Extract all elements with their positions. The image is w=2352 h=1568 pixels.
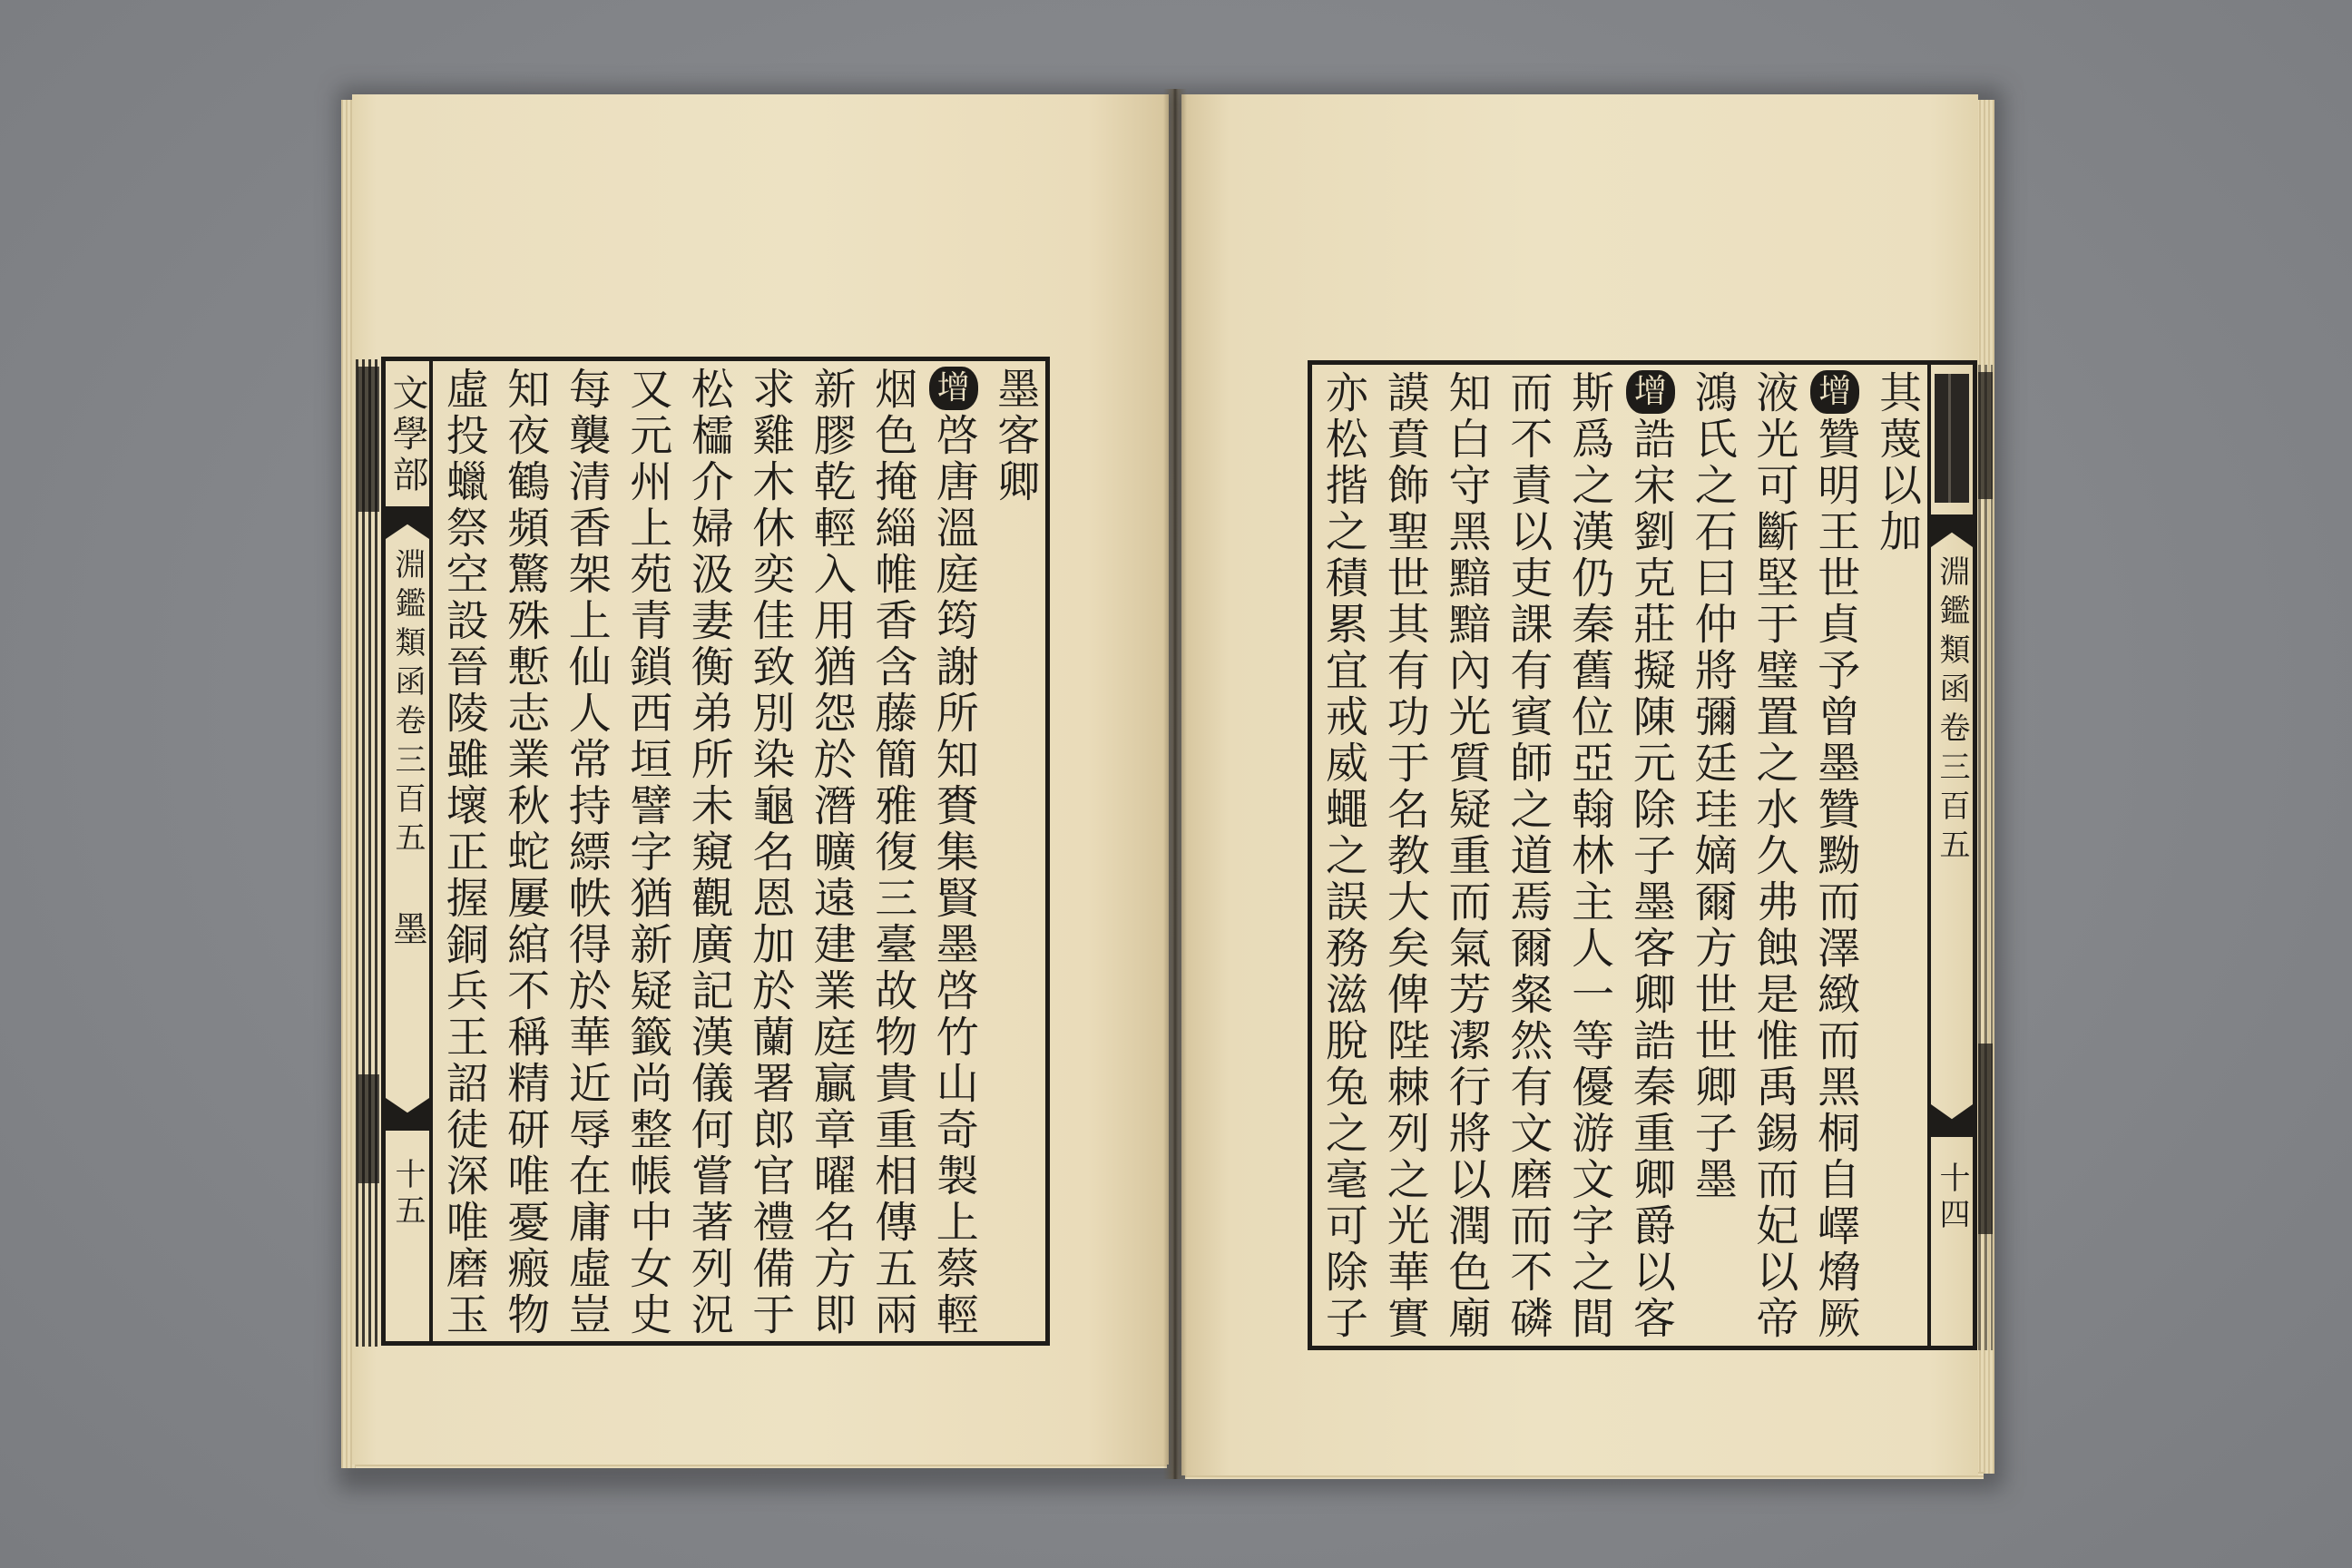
right-text-frame (1308, 360, 1977, 1350)
column-text: 求雞木休奕佳致別染龜名恩加於蘭署郎官禮備于 (745, 367, 796, 1338)
gutter-book-title: 淵鑑類函卷三百五 (389, 548, 426, 860)
supplement-marker-badge: 增 (1626, 370, 1675, 414)
text-column (1312, 365, 1374, 1346)
column-text: 啓唐溫庭筠謝所知賚集賢墨啓竹山奇製上蔡輕 (928, 413, 979, 1338)
column-text: 液光可斷堅于璧置之水久弗蝕是惟禹錫而妃以帝 (1749, 370, 1799, 1342)
column-text: 知白守黑黯黯內光質疑重而氣芳潔行將以潤色廟 (1441, 370, 1492, 1342)
text-column (1743, 365, 1805, 1346)
text-column (1804, 365, 1866, 1346)
text-column (1558, 365, 1620, 1346)
fish-tail-mark (386, 1098, 429, 1131)
left-text-columns (433, 361, 1045, 1341)
gutter-section-label: 文學部 (387, 374, 428, 496)
fish-tail-mark (386, 506, 429, 539)
text-column (985, 361, 1046, 1341)
column-text: 斯爲之漢仍秦舊位亞翰林主人一等優游文字之間 (1564, 370, 1615, 1342)
left-fore-edge-ink (358, 367, 379, 512)
text-column (1374, 365, 1436, 1346)
text-column (740, 361, 801, 1341)
column-text: 松櫺介婦汲妻衡弟所未窺觀廣記漢儀何嘗著列況 (683, 367, 734, 1338)
left-page-center-strip (386, 361, 433, 1341)
supplement-marker-badge: 增 (929, 367, 978, 410)
text-column (1681, 365, 1743, 1346)
text-column (1620, 365, 1681, 1346)
text-column (1866, 365, 1927, 1346)
text-column (555, 361, 617, 1341)
gutter-topic: 墨 (387, 911, 427, 946)
gutter-book-title: 淵鑑類函卷三百五 (1934, 555, 1970, 867)
gutter-ink-block (1935, 374, 1969, 503)
column-heading: 墨客卿 (990, 367, 1041, 505)
right-page (1181, 94, 1978, 1475)
column-text: 亦松揩之積累宜戒威蠅之誤務滋脫兔之毫可除子 (1318, 370, 1368, 1342)
text-column (495, 361, 556, 1341)
gutter-folio-number: 十五 (389, 1158, 426, 1230)
text-column (862, 361, 924, 1341)
right-fore-edge-ink (1978, 372, 1993, 499)
column-text: 又元州上苑青鎖西垣譬字猶新疑籤尚整帳中女史 (622, 367, 673, 1338)
supplement-marker-badge: 增 (1810, 370, 1859, 414)
text-column (923, 361, 985, 1341)
text-column (800, 361, 862, 1341)
column-text: 鴻氏之石曰仲將彌廷珪嫡爾方世世卿子墨 (1687, 370, 1738, 1203)
column-text: 謨賁飾聖世其有功于名教大矣俾陛棘列之光華實 (1379, 370, 1430, 1342)
column-heading: 其蔑以加 (1872, 370, 1923, 555)
right-text-columns (1312, 365, 1927, 1346)
text-column (433, 361, 495, 1341)
right-page-center-strip (1927, 365, 1973, 1346)
left-fore-edge-ink (358, 1074, 379, 1183)
gutter-folio-number: 十四 (1934, 1161, 1970, 1234)
text-column (1496, 365, 1558, 1346)
column-text: 知夜鶴頻驚殊慙志業秋蛇屢綰不稱精研唯憂瘢物 (500, 367, 551, 1338)
column-text: 每襲清香架上仙人常持縹帙得於華近辱在庸虛豈 (561, 367, 612, 1338)
text-column (617, 361, 679, 1341)
fish-tail-mark (1931, 1104, 1973, 1137)
text-column (678, 361, 740, 1341)
column-text: 烟色掩緇帷香含藤簡雅復三臺故物貴重相傳五兩 (867, 367, 918, 1338)
left-text-frame (381, 357, 1050, 1346)
column-text: 誥宋劉克莊擬陳元除子墨客卿誥秦重卿爵以客 (1625, 416, 1676, 1342)
column-text: 虛投蠟祭空設晉陵雖壞正握銅兵王詔徒深唯磨玉 (438, 367, 489, 1338)
fish-tail-mark (1931, 514, 1973, 547)
column-text: 新膠乾輕入用猶怨於潛曠遠建業庭贏章曜名方即 (806, 367, 857, 1338)
book-spine-fold (1163, 89, 1187, 1479)
right-fore-edge-ink (1978, 1044, 1993, 1234)
left-page (352, 94, 1169, 1465)
column-text: 而不責以吏課有賓師之道焉爾粲然有文磨而不磷 (1503, 370, 1553, 1342)
column-text: 贊明王世貞予曾墨贊黝而澤緻而黑桐自嶧熁厥 (1810, 416, 1861, 1342)
text-column (1436, 365, 1497, 1346)
